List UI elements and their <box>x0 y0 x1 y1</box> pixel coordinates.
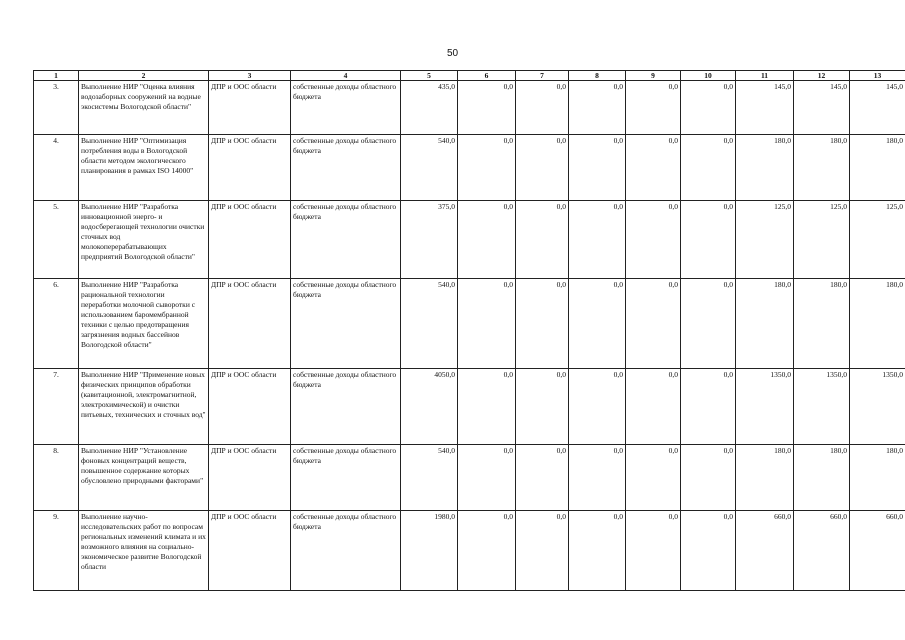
value-cell: 0,0 <box>458 81 516 135</box>
value-cell: 125,0 <box>794 201 850 279</box>
funding-source: собственные доходы областного бюджета <box>291 511 401 591</box>
table-row <box>34 369 905 445</box>
value-cell: 660,0 <box>850 511 905 591</box>
table-row <box>34 81 905 135</box>
column-header: 3 <box>209 71 291 81</box>
value-cell: 180,0 <box>736 445 794 511</box>
value-cell: 0,0 <box>516 369 569 445</box>
column-header: 10 <box>681 71 736 81</box>
value-cell: 0,0 <box>516 135 569 201</box>
executor: ДПР и ООС области <box>209 369 291 445</box>
executor: ДПР и ООС области <box>209 511 291 591</box>
value-cell: 0,0 <box>626 279 681 369</box>
work-name: Выполнение НИР "Разработка рациональной технологии переработки молочной сыворотки с использованием баромембранной техники с целью предотвращения загрязнения водных бассейнов Вологодской области" <box>79 279 209 369</box>
value-cell: 0,0 <box>681 201 736 279</box>
column-header: 5 <box>401 71 458 81</box>
value-cell: 1980,0 <box>401 511 458 591</box>
work-name: Выполнение научно-исследовательских работ по вопросам региональных изменений климата и их возможного влияния на социально-экономическое развитие Вологодской области <box>79 511 209 591</box>
value-cell: 0,0 <box>516 511 569 591</box>
value-cell: 0,0 <box>569 511 626 591</box>
value-cell: 0,0 <box>626 369 681 445</box>
funding-source: собственные доходы областного бюджета <box>291 369 401 445</box>
table-row <box>34 445 905 511</box>
funding-source: собственные доходы областного бюджета <box>291 445 401 511</box>
value-cell: 180,0 <box>850 279 905 369</box>
value-cell: 0,0 <box>516 445 569 511</box>
value-cell: 180,0 <box>736 279 794 369</box>
column-header: 11 <box>736 71 794 81</box>
work-name: Выполнение НИР "Разработка инновационной энерго- и водосберегающей технологии очистки сточных вод молокоперерабатывающих предприятий Вологодской области" <box>79 201 209 279</box>
value-cell: 180,0 <box>736 135 794 201</box>
row-number: 4. <box>34 135 79 201</box>
work-name: Выполнение НИР "Оптимизация потребления воды в Вологодской области методом экологического планирования в рамках ISO 14000" <box>79 135 209 201</box>
column-header: 7 <box>516 71 569 81</box>
value-cell: 0,0 <box>569 201 626 279</box>
value-cell: 0,0 <box>458 511 516 591</box>
value-cell: 540,0 <box>401 445 458 511</box>
column-header: 9 <box>626 71 681 81</box>
value-cell: 0,0 <box>569 135 626 201</box>
column-header: 8 <box>569 71 626 81</box>
row-number: 5. <box>34 201 79 279</box>
value-cell: 0,0 <box>458 135 516 201</box>
column-header: 12 <box>794 71 850 81</box>
value-cell: 375,0 <box>401 201 458 279</box>
page-number: 50 <box>446 48 459 59</box>
value-cell: 0,0 <box>626 511 681 591</box>
column-header: 2 <box>79 71 209 81</box>
value-cell: 180,0 <box>794 445 850 511</box>
value-cell: 0,0 <box>458 279 516 369</box>
executor: ДПР и ООС области <box>209 201 291 279</box>
value-cell: 0,0 <box>681 279 736 369</box>
value-cell: 145,0 <box>850 81 905 135</box>
executor: ДПР и ООС области <box>209 445 291 511</box>
value-cell: 145,0 <box>736 81 794 135</box>
row-number: 9. <box>34 511 79 591</box>
value-cell: 0,0 <box>626 201 681 279</box>
column-header: 1 <box>34 71 79 81</box>
work-name: Выполнение НИР "Применение новых физических принципов обработки (кавитационной, электромагнитной, электрохимической) и очистки питьевых, технических и сточных вод" <box>79 369 209 445</box>
value-cell: 435,0 <box>401 81 458 135</box>
value-cell: 4050,0 <box>401 369 458 445</box>
work-name: Выполнение НИР "Установление фоновых концентраций веществ, повышенное содержание которых обусловлено природными факторами" <box>79 445 209 511</box>
value-cell: 180,0 <box>850 135 905 201</box>
value-cell: 540,0 <box>401 279 458 369</box>
executor: ДПР и ООС области <box>209 135 291 201</box>
value-cell: 0,0 <box>681 369 736 445</box>
value-cell: 180,0 <box>794 135 850 201</box>
value-cell: 125,0 <box>736 201 794 279</box>
table-row <box>34 279 905 369</box>
value-cell: 0,0 <box>681 511 736 591</box>
work-name: Выполнение НИР "Оценка влияния водозаборных сооружений на водные экосистемы Вологодской области" <box>79 81 209 135</box>
table-row <box>34 511 905 591</box>
value-cell: 0,0 <box>569 81 626 135</box>
value-cell: 0,0 <box>626 135 681 201</box>
value-cell: 0,0 <box>458 369 516 445</box>
row-number: 6. <box>34 279 79 369</box>
column-header: 13 <box>850 71 905 81</box>
value-cell: 0,0 <box>516 81 569 135</box>
value-cell: 0,0 <box>516 279 569 369</box>
value-cell: 180,0 <box>850 445 905 511</box>
funding-source: собственные доходы областного бюджета <box>291 201 401 279</box>
value-cell: 180,0 <box>794 279 850 369</box>
funding-source: собственные доходы областного бюджета <box>291 279 401 369</box>
funding-source: собственные доходы областного бюджета <box>291 135 401 201</box>
value-cell: 540,0 <box>401 135 458 201</box>
column-header: 6 <box>458 71 516 81</box>
value-cell: 660,0 <box>794 511 850 591</box>
funding-source: собственные доходы областного бюджета <box>291 81 401 135</box>
table-row <box>34 201 905 279</box>
executor: ДПР и ООС области <box>209 81 291 135</box>
value-cell: 125,0 <box>850 201 905 279</box>
value-cell: 0,0 <box>569 279 626 369</box>
value-cell: 0,0 <box>458 201 516 279</box>
value-cell: 0,0 <box>569 445 626 511</box>
value-cell: 0,0 <box>458 445 516 511</box>
row-number: 8. <box>34 445 79 511</box>
value-cell: 660,0 <box>736 511 794 591</box>
value-cell: 1350,0 <box>794 369 850 445</box>
value-cell: 0,0 <box>626 81 681 135</box>
value-cell: 145,0 <box>794 81 850 135</box>
value-cell: 0,0 <box>681 445 736 511</box>
column-header: 4 <box>291 71 401 81</box>
executor: ДПР и ООС области <box>209 279 291 369</box>
value-cell: 1350,0 <box>736 369 794 445</box>
row-number: 7. <box>34 369 79 445</box>
value-cell: 0,0 <box>569 369 626 445</box>
value-cell: 1350,0 <box>850 369 905 445</box>
budget-table <box>33 70 905 591</box>
header-row <box>34 71 905 81</box>
table-row <box>34 135 905 201</box>
value-cell: 0,0 <box>516 201 569 279</box>
value-cell: 0,0 <box>626 445 681 511</box>
value-cell: 0,0 <box>681 81 736 135</box>
row-number: 3. <box>34 81 79 135</box>
value-cell: 0,0 <box>681 135 736 201</box>
